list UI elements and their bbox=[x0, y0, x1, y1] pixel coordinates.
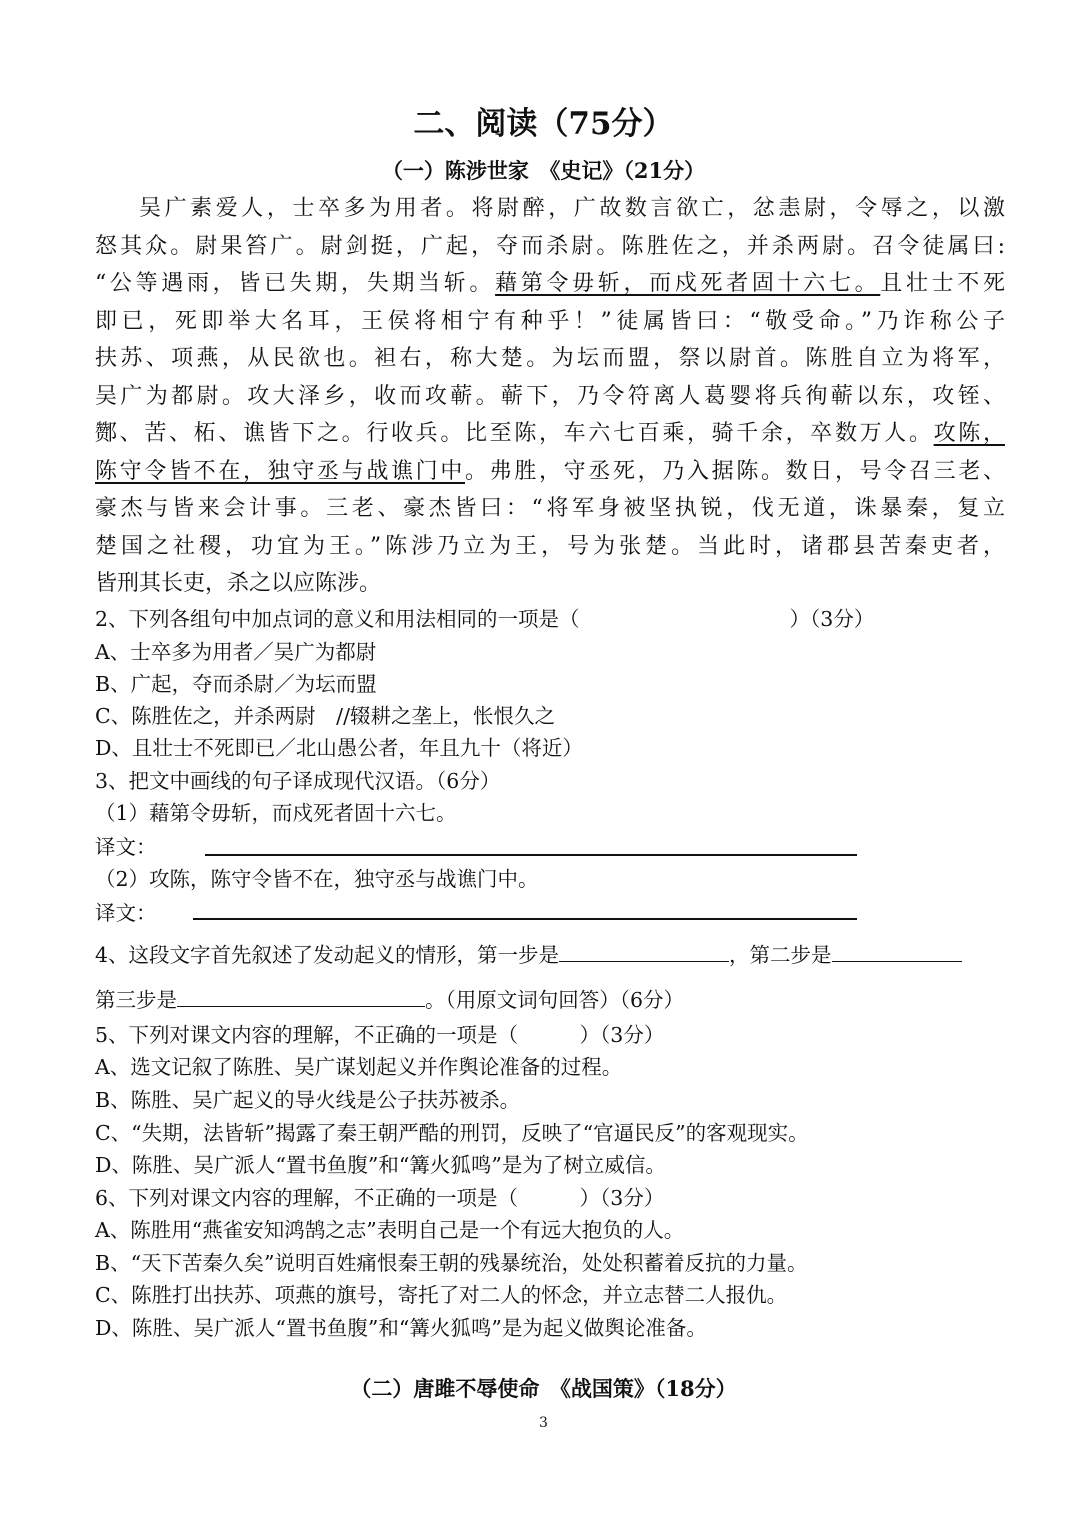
passage-line: “公等遇雨，皆已失期，失期当斩。藉第令毋斩，而戍死者固十六七。且壮士不死 bbox=[95, 271, 1005, 296]
passage-line: 豪杰与皆来会计事。三老、豪杰皆曰：“将军身被坚执锐，伐无道，诛暴秦，复立 bbox=[95, 496, 1005, 521]
q6-option-c: C、陈胜打出扶苏、项燕的旗号，寄托了对二人的怀念，并立志替二人报仇。 bbox=[95, 1283, 788, 1307]
q4-blank-2[interactable] bbox=[832, 961, 962, 962]
underlined-sentence-1: 藉第令毋斩，而戍死者固十六七。 bbox=[495, 271, 881, 296]
q5-stem: 5、下列对课文内容的理解，不正确的一项是（ ）（3分） bbox=[95, 1023, 665, 1047]
q3-translation-label-2: 译文： bbox=[95, 901, 157, 925]
passage-2-heading: （二）唐雎不辱使命 《战国策》（18分） bbox=[350, 1376, 737, 1401]
q6-option-b: B、“天下苦秦久矣”说明百姓痛恨秦王朝的残暴统治，处处积蓄着反抗的力量。 bbox=[95, 1251, 808, 1275]
passage-line: 皆刑其长吏，杀之以应陈涉。 bbox=[95, 571, 382, 596]
underlined-sentence-2a: 攻陈， bbox=[933, 421, 1005, 446]
q3-translation-label-1: 译文： bbox=[95, 835, 157, 859]
q6-option-a: A、陈胜用“燕雀安知鸿鹄之志”表明自己是一个有远大抱负的人。 bbox=[95, 1218, 685, 1242]
q5-option-c: C、“失期，法皆斩”揭露了秦王朝严酷的刑罚，反映了“官逼民反”的客观现实。 bbox=[95, 1121, 809, 1145]
q3-stem: 3、把文中画线的句子译成现代汉语。（6分） bbox=[95, 769, 501, 793]
q3-answer-line-1[interactable] bbox=[205, 854, 857, 856]
q2-option-b: B、广起，夺而杀尉／为坛而盟 bbox=[95, 672, 377, 696]
q4-blank-3[interactable] bbox=[177, 1006, 425, 1007]
underlined-sentence-2b: 陈守令皆不在，独守丞与战谯门中 bbox=[95, 458, 465, 484]
q5-option-d: D、陈胜、吴广派人“置书鱼腹”和“篝火狐鸣”是为了树立威信。 bbox=[95, 1153, 666, 1177]
q2-stem: 2、下列各组句中加点词的意义和用法相同的一项是（ ）（3分） bbox=[95, 607, 875, 631]
q5-option-a: A、选文记叙了陈胜、吴广谋划起义并作舆论准备的过程。 bbox=[95, 1055, 623, 1079]
q2-option-a: A、士卒多为用者／吴广为都尉 bbox=[95, 640, 377, 664]
passage-line: 吴广为都尉。攻大泽乡，收而攻蕲。蕲下，乃令符离人葛婴将兵徇蕲以东，攻铚、 bbox=[95, 383, 1005, 409]
q2-option-c: C、陈胜佐之，并杀两尉 //辍耕之垄上，怅恨久之 bbox=[95, 704, 555, 728]
passage-line: 楚国之社稷，功宜为王。”陈涉乃立为王，号为张楚。当此时，诸郡县苦秦吏者， bbox=[95, 533, 1005, 559]
passage-line: 扶苏、项燕，从民欲也。袒右，称大楚。为坛而盟，祭以尉首。陈胜自立为将军， bbox=[95, 346, 1005, 371]
q5-option-b: B、陈胜、吴广起义的导火线是公子扶苏被杀。 bbox=[95, 1088, 521, 1112]
passage-text bbox=[95, 190, 1005, 603]
q4-line-1: 4、这段文字首先叙述了发动起义的情形，第一步是 ，第二步是 bbox=[95, 938, 962, 968]
passage-line: 吴广素爱人，士卒多为用者。将尉醉，广故数言欲亡，忿恚尉，令辱之，以激 bbox=[139, 196, 1005, 221]
passage-line: 即已，死即举大名耳，王侯将相宁有种乎！”徒属皆曰：“敬受命。”乃诈称公子 bbox=[95, 308, 1005, 334]
passage-line: 怒其众。尉果笞广。尉剑挺，广起，夺而杀尉。陈胜佐之，并杀两尉。召令徒属曰: bbox=[95, 233, 1005, 259]
q3-answer-line-2[interactable] bbox=[193, 918, 857, 920]
q4-blank-1[interactable] bbox=[559, 961, 729, 962]
q3-sentence-2: （2）攻陈，陈守令皆不在，独守丞与战谯门中。 bbox=[95, 867, 539, 891]
passage-heading: （一）陈涉世家 《史记》（21分） bbox=[381, 158, 706, 183]
q6-stem: 6、下列对课文内容的理解，不正确的一项是（ ）（3分） bbox=[95, 1186, 665, 1210]
page-number: 3 bbox=[539, 1415, 548, 1431]
passage-line: 酂、苦、柘、谯皆下之。行收兵。比至陈，车六七百乘，骑千余，卒数万人。攻陈， bbox=[95, 421, 1005, 446]
passage-line: 陈守令皆不在，独守丞与战谯门中。弗胜，守丞死，乃入据陈。数日，号令召三老、 bbox=[95, 458, 1005, 484]
q2-option-d: D、且壮士不死即已／北山愚公者，年且九十（将近） bbox=[95, 736, 583, 760]
q6-option-d: D、陈胜、吴广派人“置书鱼腹”和“篝火狐鸣”是为起义做舆论准备。 bbox=[95, 1316, 707, 1340]
q4-line-2: 第三步是 。（用原文词句回答）（6分） bbox=[95, 988, 685, 1012]
section-title: 二、阅读（75分） bbox=[413, 106, 674, 142]
q3-sentence-1: （1）藉第令毋斩，而戍死者固十六七。 bbox=[95, 801, 457, 825]
